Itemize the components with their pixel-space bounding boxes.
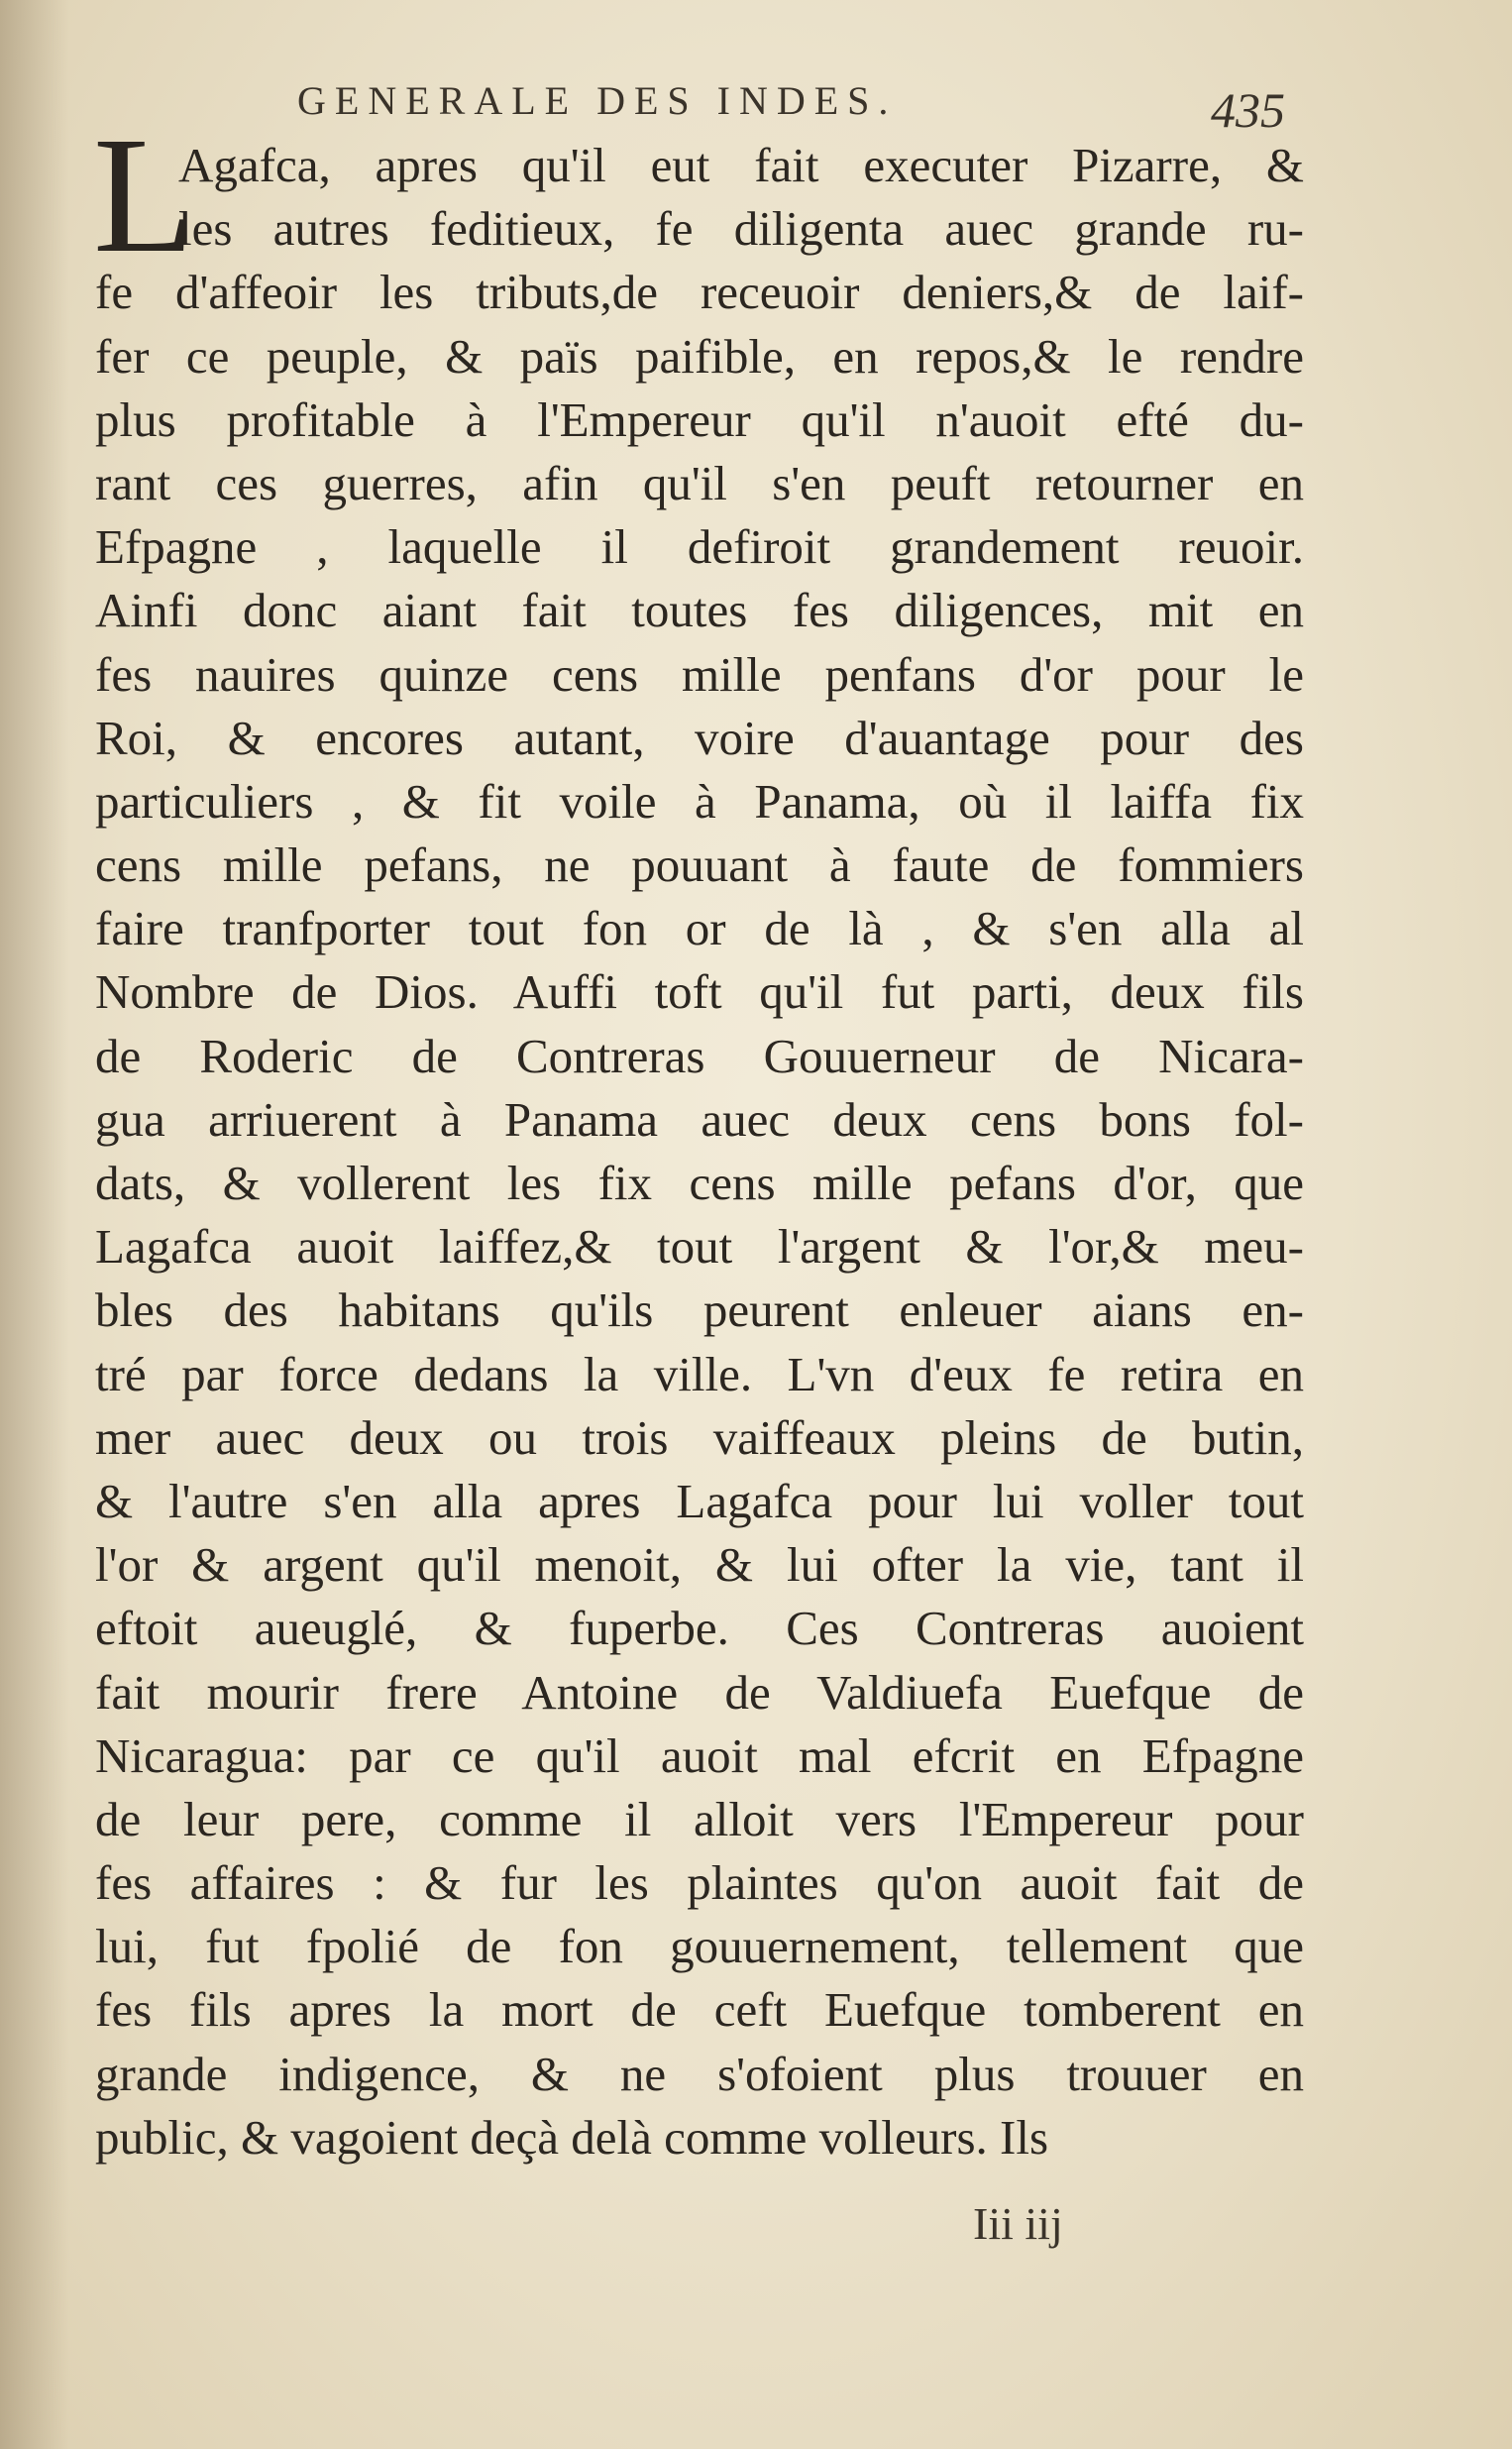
text-line: bles des habitans qu'ils peurent enleuer aians en- [95, 1282, 1304, 1338]
signature-mark: Iii iij [973, 2198, 1063, 2249]
text-line: gua arriuerent à Panama auec deux cens bons fol- [95, 1091, 1304, 1147]
text-line: mer auec deux ou trois vaiffeaux pleins de butin, [95, 1409, 1304, 1465]
text-line: Lagafca auoit laiffez,& tout l'argent & l'or,& meu- [95, 1219, 1304, 1275]
text-line: fe d'affeoir les tributs,de receuoir deniers,& de laif- [95, 265, 1304, 320]
text-line: grande indigence, & ne s'ofoient plus trouuer en [95, 2046, 1304, 2101]
text-line: plus profitable à l'Empereur qu'il n'auoit efté du- [95, 391, 1304, 447]
text-line: eftoit aueuglé, & fuperbe. Ces Contreras auoient [95, 1601, 1304, 1656]
gutter-shadow [0, 0, 69, 2449]
text-line: fait mourir frere Antoine de Valdiuefa Euefque de [95, 1664, 1304, 1720]
text-line: Roi, & encores autant, voire d'auantage pour des [95, 710, 1304, 765]
drop-cap: L [93, 103, 195, 287]
running-head: GENERALE DES INDES. [297, 78, 898, 123]
text-line: fes affaires : & fur les plaintes qu'on auoit fait de [95, 1855, 1304, 1911]
text-line: lui, fut fpolié de fon gouuernement, tellement que [95, 1919, 1304, 1974]
body-text [95, 134, 1304, 2170]
text-line: cens mille pefans, ne pouuant à faute de fommiers [95, 837, 1304, 893]
text-line: fes fils apres la mort de ceft Euefque tomberent en [95, 1982, 1304, 2038]
text-line: Nombre de Dios. Auffi toft qu'il fut parti, deux fils [95, 964, 1304, 1020]
text-line: les autres feditieux, fe diligenta auec grande ru- [178, 201, 1304, 257]
page-number: 435 [1211, 82, 1285, 138]
text-line: Ainfi donc aiant fait toutes fes diligences, mit en [95, 583, 1304, 638]
text-line: de Roderic de Contreras Gouuerneur de Nicara- [95, 1028, 1304, 1083]
text-line: rant ces guerres, afin qu'il s'en peuft retourner en [95, 455, 1304, 510]
text-line: Nicaragua: par ce qu'il auoit mal efcrit en Efpagne [95, 1727, 1304, 1783]
text-line: de leur pere, comme il alloit vers l'Empereur pour [95, 1791, 1304, 1846]
text-line: l'or & argent qu'il menoit, & lui ofter la vie, tant il [95, 1537, 1304, 1593]
text-line: dats, & vollerent les fix cens mille pefans d'or, que [95, 1156, 1304, 1210]
text-line: fes nauires quinze cens mille penfans d'or pour le [95, 646, 1304, 702]
text-line: fer ce peuple, & païs paifible, en repos,& le rendre [95, 328, 1304, 384]
text-line: tré par force dedans la ville. L'vn d'eux fe retira en [95, 1346, 1304, 1401]
text-line: public, & vagoient deçà delà comme volleurs. Ils [95, 2109, 1049, 2165]
text-line: Efpagne , laquelle il defiroit grandement reuoir. [95, 519, 1304, 575]
text-line: & l'autre s'en alla apres Lagafca pour lui voller tout [95, 1473, 1304, 1528]
text-line: faire tranfporter tout fon or de là , & s'en alla al [95, 901, 1304, 956]
text-line: Agafca, apres qu'il eut fait executer Pizarre, & [178, 138, 1304, 192]
text-line: particuliers , & fit voile à Panama, où il laiffa fix [95, 773, 1304, 829]
